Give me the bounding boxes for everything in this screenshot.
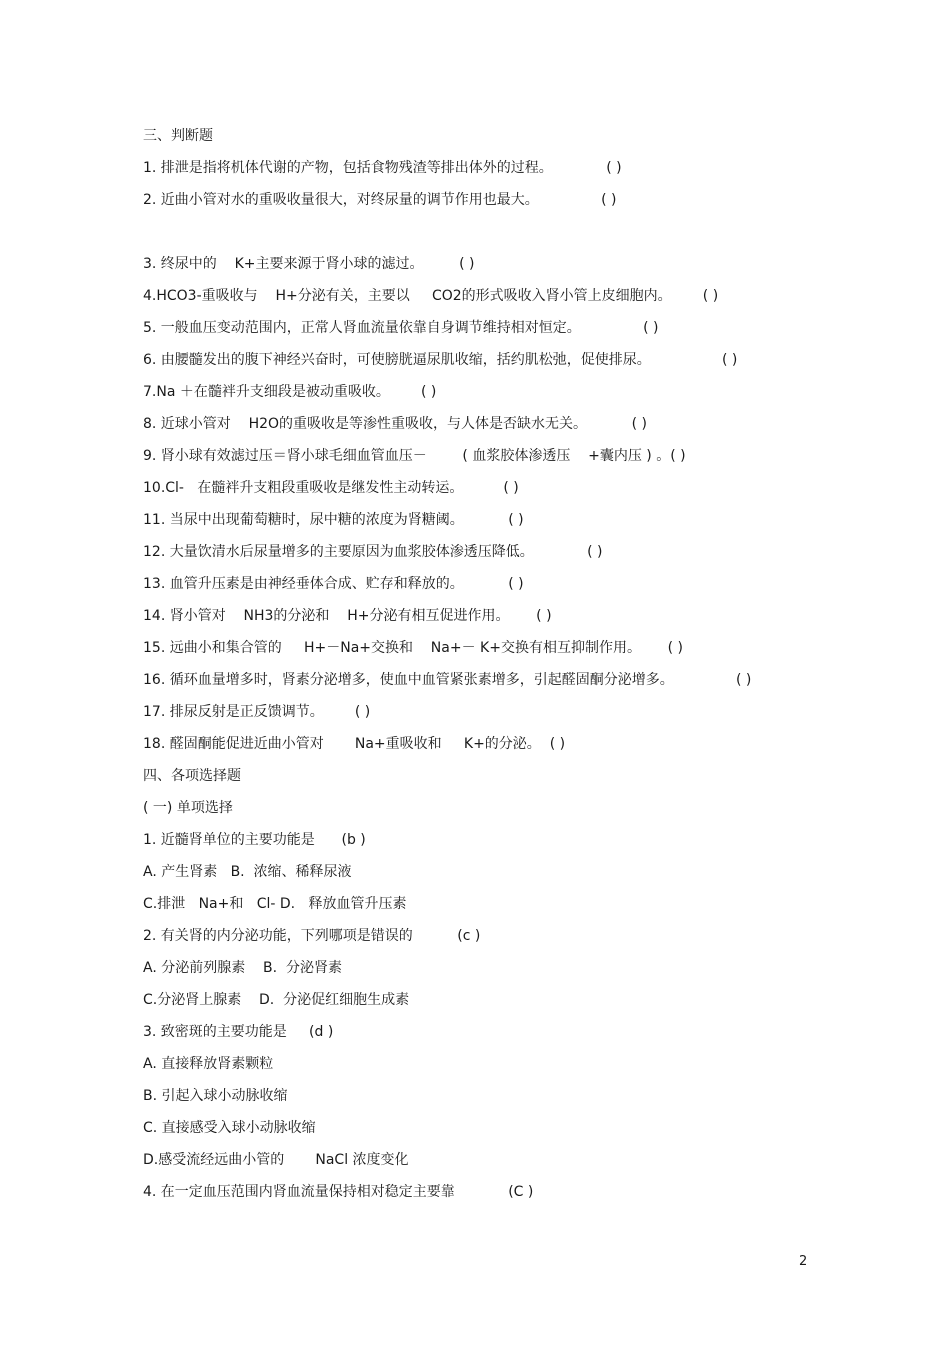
choice-option: C.排泄 Na+和 Cl- D. 释放血管升压素 [143,896,407,912]
question-item: 9. 肾小球有效滤过压＝肾小球毛细血管血压－ ( 血浆胶体渗透压 +囊内压 ) 。( ) [143,448,686,464]
question-item: 11. 当尿中出现葡萄糖时，尿中糖的浓度为肾糖阈。 ( ) [143,512,524,528]
page-number: 2 [799,1254,808,1269]
choice-option: A. 产生肾素 B. 浓缩、稀释尿液 [143,864,352,880]
choice-option: B. 引起入球小动脉收缩 [143,1088,288,1104]
question-item: 1. 排泄是指将机体代谢的产物，包括食物残渣等排出体外的过程。 ( ) [143,160,622,176]
choice-question: 3. 致密斑的主要功能是 (d ) [143,1024,334,1040]
section-heading-judgement: 三、判断题 [143,128,213,144]
question-item: 3. 终尿中的 K+主要来源于肾小球的滤过。 ( ) [143,256,475,272]
section-heading-choice: 四、各项选择题 [143,768,241,784]
question-item: 5. 一般血压变动范围内，正常人肾血流量依靠自身调节维持相对恒定。 ( ) [143,320,659,336]
choice-option: A. 直接释放肾素颗粒 [143,1056,274,1072]
question-item: 15. 远曲小和集合管的 H+－Na+交换和 Na+－ K+交换有相互抑制作用。 ( ) [143,640,684,656]
question-item: 4.HCO3-重吸收与 H+分泌有关，主要以 CO2的形式吸收入肾小管上皮细胞内。 ( ) [143,288,719,304]
question-item: 17. 排尿反射是正反馈调节。 ( ) [143,704,371,720]
question-item: 13. 血管升压素是由神经垂体合成、贮存和释放的。 ( ) [143,576,524,592]
question-item: 16. 循环血量增多时，肾素分泌增多，使血中血管紧张素增多，引起醛固酮分泌增多。 ( ) [143,672,752,688]
choice-question: 4. 在一定血压范围内肾血流量保持相对稳定主要靠 (C ) [143,1184,534,1200]
subsection-heading: ( 一) 单项选择 [143,800,233,816]
question-item: 12. 大量饮清水后尿量增多的主要原因为血浆胶体渗透压降低。 ( ) [143,544,603,560]
question-item: 14. 肾小管对 NH3的分泌和 H+分泌有相互促进作用。 ( ) [143,608,552,624]
question-item: 10.Cl- 在髓袢升支粗段重吸收是继发性主动转运。 ( ) [143,480,519,496]
choice-option: D.感受流经远曲小管的 NaCl 浓度变化 [143,1152,409,1168]
question-item: 7.Na ＋在髓袢升支细段是被动重吸收。 ( ) [143,384,437,400]
choice-option: C.分泌肾上腺素 D. 分泌促红细胞生成素 [143,992,410,1008]
choice-option: A. 分泌前列腺素 B. 分泌肾素 [143,960,342,976]
choice-option: C. 直接感受入球小动脉收缩 [143,1120,316,1136]
question-item: 18. 醛固酮能促进近曲小管对 Na+重吸收和 K+的分泌。 ( ) [143,736,566,752]
question-item: 2. 近曲小管对水的重吸收量很大，对终尿量的调节作用也最大。 ( ) [143,192,617,208]
choice-question: 2. 有关肾的内分泌功能，下列哪项是错误的 (c ) [143,928,481,944]
question-item: 6. 由腰髓发出的腹下神经兴奋时，可使膀胱逼尿肌收缩，括约肌松弛，促使排尿。 ( ) [143,352,738,368]
question-item: 8. 近球小管对 H2O的重吸收是等渗性重吸收，与人体是否缺水无关。 ( ) [143,416,647,432]
choice-question: 1. 近髓肾单位的主要功能是 (b ) [143,832,366,848]
